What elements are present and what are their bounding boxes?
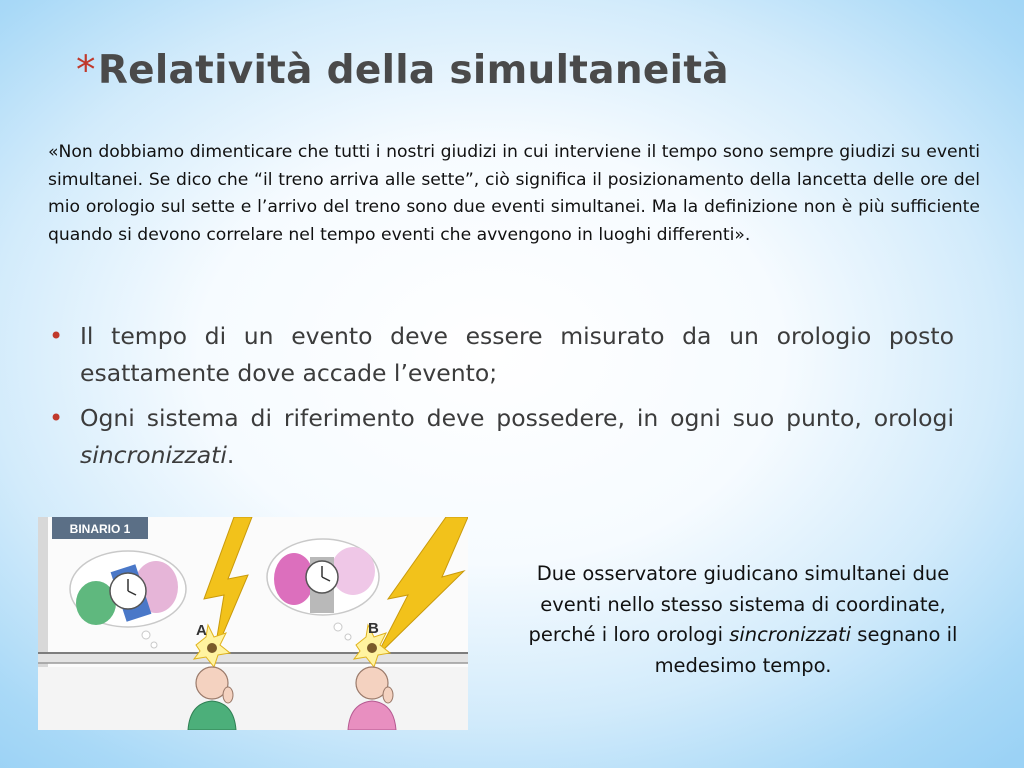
quote-paragraph: «Non dobbiamo dimenticare che tutti i nostri giudizi in cui interviene il tempo sono sempre giudizi su eventi simultanei. Se dico che “il treno arriva alle sette”, ciò significa il posizionamento della lancetta delle ore del mio orologio sul sette e l’arrivo del treno sono due eventi simultanei. Ma la definizione non è più sufficiente quando si devono correlare nel tempo eventi che avvengono in luoghi differenti».	[48, 142, 980, 245]
title-asterisk: *	[76, 48, 96, 93]
bullet-text-end: .	[226, 441, 235, 469]
bullet-item-2	[46, 400, 954, 474]
bullet-item-1	[46, 318, 954, 392]
label-b: B	[368, 620, 379, 637]
illustration-svg	[38, 517, 468, 730]
label-a: A	[196, 622, 207, 639]
caption-italic: sincronizzati	[729, 623, 852, 646]
bullet-marker: •	[49, 322, 64, 350]
bullet-text: Il tempo di un evento deve essere misurato da un orologio posto esattamente dove accade l’evento;	[80, 322, 954, 387]
simultaneity-illustration	[38, 517, 468, 730]
bullet-italic: sincronizzati	[80, 441, 227, 469]
bullet-list	[46, 318, 954, 482]
title-text: Relatività della simultaneità	[97, 48, 729, 93]
illustration-caption	[510, 559, 976, 681]
bullet-marker: •	[49, 404, 64, 432]
slide-title	[76, 48, 976, 93]
platform-sign-text: BINARIO 1	[69, 522, 131, 536]
bullet-text: Ogni sistema di riferimento deve possedere, in ogni suo punto, orologi	[80, 404, 954, 432]
caption-text: Due osservatore giudicano simultanei due eventi nello stesso sistema di coordinate, perché i loro orologi	[528, 562, 950, 646]
caption-text-end: segnano il medesimo tempo.	[654, 623, 958, 677]
